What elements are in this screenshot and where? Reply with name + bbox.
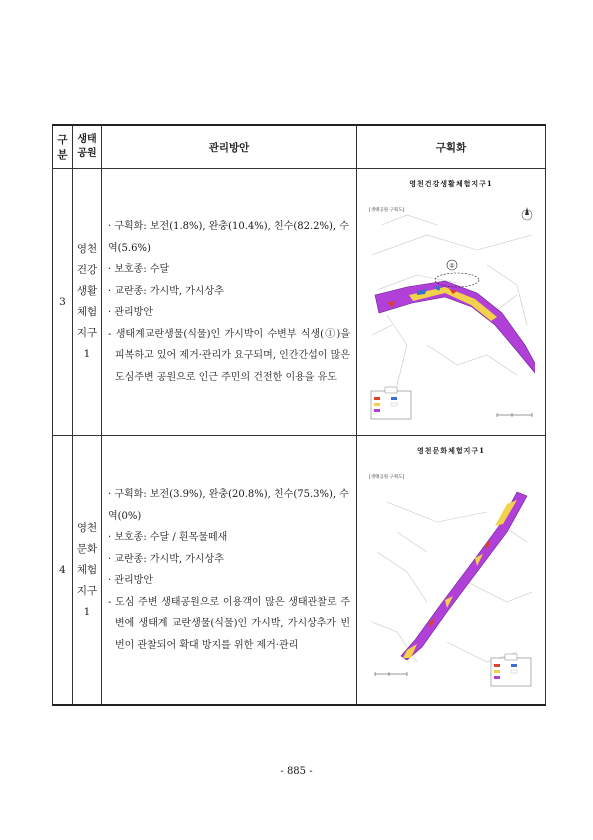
map-title: 영천문화체험지구1 [417, 446, 485, 455]
table-header-row [53, 125, 546, 169]
management-heading: · 관리방안 [108, 575, 153, 586]
scale-bar [497, 413, 532, 417]
header-management: 관리방안 [102, 125, 357, 169]
management-plan [102, 436, 357, 706]
zoning-map-cell [357, 436, 546, 706]
park-name-part: 영천 [76, 521, 98, 534]
park-name-part: 1 [83, 348, 91, 360]
protected-species-text: · 보호종: 수달 / 흰목물떼새 [108, 532, 228, 543]
park-name-part: 체험 [76, 306, 98, 318]
map-label: [생태공원 구획도] [369, 475, 405, 480]
park-name [73, 169, 102, 436]
park-name [73, 436, 102, 706]
zoning-ratio-text: · 구획화: 보전(3.9%), 완충(20.8%), 친수(75.3%), 수역(0%) [108, 489, 349, 522]
zoning-map [367, 462, 535, 692]
management-table [52, 124, 545, 702]
row-number: 3 [53, 169, 73, 436]
callout-number: ① [449, 262, 455, 270]
zoning-ratio-text: · 구획화: 보전(1.8%), 완충(10.4%), 친수(82.2%), 수역(5.6%) [108, 221, 349, 254]
header-gubun: 구분 [53, 125, 73, 169]
park-zone-polygon [401, 492, 527, 660]
zoning-map [367, 195, 535, 425]
north-arrow-icon [522, 207, 532, 220]
park-zone-polygon [375, 281, 535, 373]
map-label: [생태공원 구획도] [369, 208, 405, 213]
invasive-species-text: · 교란종: 가시박, 가시상추 [108, 285, 224, 297]
management-detail: - 생태계교란생물(식물)인 가시박이 수변부 식생(①)을 피복하고 있어 제거·관리가 요구되며, 인간간섭이 많은 도심주변 공원으로 인근 주민의 건전한 이용을 유도 [108, 328, 350, 383]
park-name-part: 지구 [76, 584, 98, 597]
zoning-map-cell [357, 169, 546, 436]
park-name-part: 영천 [76, 243, 98, 255]
park-name-part: 지구 [76, 327, 98, 339]
management-detail: - 도심 주변 생태공원으로 이용객이 많은 생태관찰로 주변에 생태계 교란생물(식물)인 가시박, 가시상추가 빈번이 관찰되어 확대 방지를 위한 제거·관리 [108, 596, 350, 651]
park-name-part: 건강 [76, 264, 98, 276]
header-eco-park-line1: 생태 [77, 134, 97, 145]
map-legend [491, 654, 531, 686]
header-eco-park-line2: 공원 [77, 148, 97, 159]
map-title: 영천건강생활체험지구1 [409, 179, 493, 188]
header-eco-park [73, 125, 102, 169]
map-legend [371, 387, 411, 419]
park-name-part: 문화 [76, 542, 98, 555]
page-number: - 885 - [280, 766, 313, 777]
header-zoning: 구획화 [357, 125, 546, 169]
park-name-part: 체험 [76, 563, 98, 576]
park-name-part: 생활 [76, 285, 98, 297]
table-row [53, 436, 546, 706]
table-row [53, 169, 546, 436]
protected-species-text: · 보호종: 수달 [108, 264, 170, 275]
management-plan [102, 169, 357, 436]
scale-bar [375, 672, 407, 676]
park-name-part: 1 [83, 605, 91, 618]
management-heading: · 관리방안 [108, 307, 153, 318]
row-number: 4 [53, 436, 73, 706]
invasive-species-text: · 교란종: 가시박, 가시상추 [108, 553, 224, 565]
